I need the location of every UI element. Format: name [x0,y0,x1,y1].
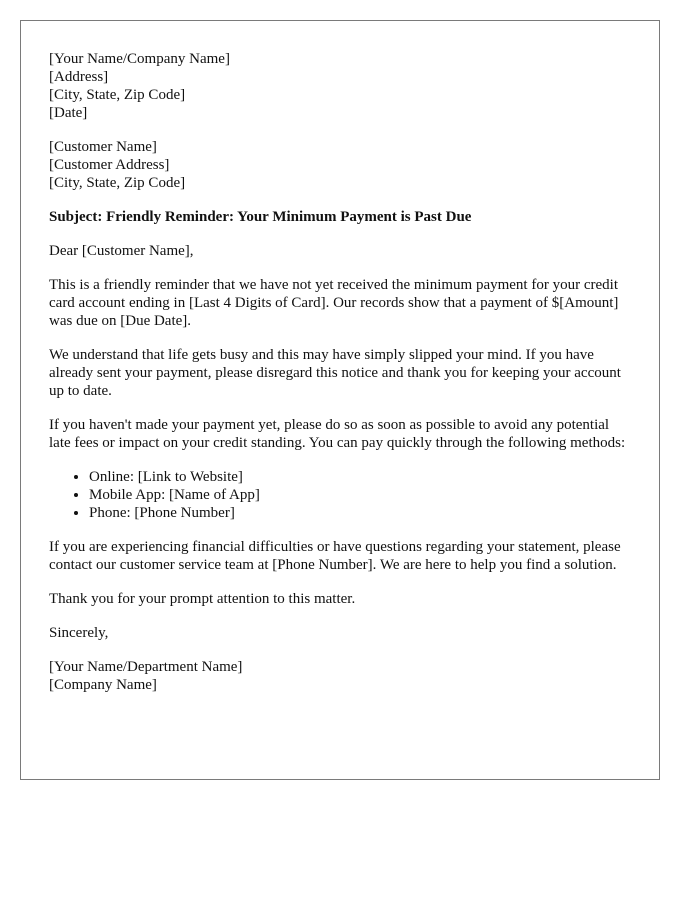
sender-address: [Address] [49,69,109,85]
recipient-address: [Customer Address] [49,157,170,173]
signature-company: [Company Name] [49,677,157,693]
body-paragraph: If you are experiencing financial difficulties or have questions regarding your statement, please contact our customer service team at [Phone Number]. We are here to help you find a solution. [49,539,621,573]
body-paragraph: Thank you for your prompt attention to this matter. [49,591,356,607]
payment-methods-list [49,468,631,522]
letter-date: [Date] [49,105,88,121]
recipient-name: [Customer Name] [49,139,157,155]
subject-line: Subject: Friendly Reminder: Your Minimum Payment is Past Due [49,209,472,225]
sender-block [49,50,631,122]
body-paragraph: We understand that life gets busy and this may have simply slipped your mind. If you have already sent your payment, please disregard this notice and thank you for keeping your account up to date. [49,347,621,399]
payment-method-online: • Online: [Link to Website] [89,468,631,486]
payment-method-phone: • Phone: [Phone Number] [89,504,631,522]
sign-off: Sincerely, [49,625,109,641]
signature-name: [Your Name/Department Name] [49,659,243,675]
signature-block [49,658,631,694]
recipient-city-state-zip: [City, State, Zip Code] [49,175,186,191]
letter [20,20,660,780]
payment-method-mobile-app: • Mobile App: [Name of App] [89,486,631,504]
salutation: Dear [Customer Name], [49,243,194,259]
sender-city-state-zip: [City, State, Zip Code] [49,87,186,103]
body-paragraph: If you haven't made your payment yet, please do so as soon as possible to avoid any potential late fees or impact on your credit standing. You can pay quickly through the following methods: [49,417,626,451]
sender-name: [Your Name/Company Name] [49,51,230,67]
body-paragraph: This is a friendly reminder that we have not yet received the minimum payment for your credit card account ending in [Last 4 Digits of Card]. Our records show that a payment of $[Amount] was due on [Due Date]. [49,277,619,329]
recipient-block [49,138,631,192]
